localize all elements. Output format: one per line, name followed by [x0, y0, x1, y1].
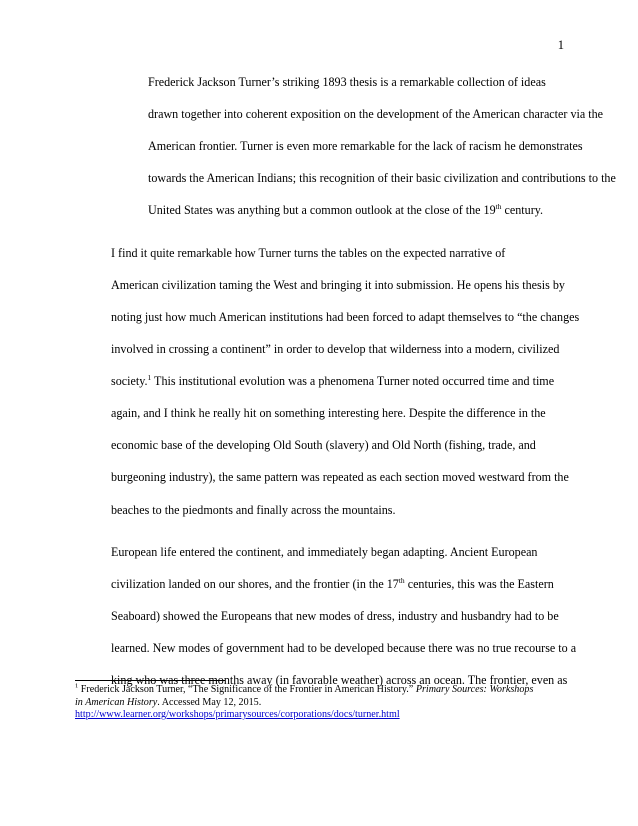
text-line: drawn together into coherent exposition on the development of the American character via the [148, 107, 604, 122]
text-line: American frontier. Turner is even more remarkable for the lack of racism he demonstrates [148, 139, 583, 154]
text-segment: civilization landed on our shores, and the frontier (in the 17 [111, 577, 399, 591]
text-line: Seaboard) showed the Europeans that new modes of dress, industry and husbandry had to be [111, 609, 559, 624]
text-line: involved in crossing a continent” in order to develop that wilderness into a modern, civilized [111, 342, 560, 357]
text-segment: century. [501, 203, 544, 218]
footnote-accessed: . Accessed May 12, 2015. [157, 696, 262, 708]
footnote-citation: Frederick Jackson Turner, “The Significance of the Frontier in American History.” [78, 684, 416, 695]
text-line: king who was three months away (in favorable weather) across an ocean. The frontier, even as [111, 673, 568, 688]
footnote-reference[interactable]: 1 [147, 373, 152, 383]
text-line [75, 568, 571, 600]
text-line: Frederick Jackson Turner’s striking 1893 thesis is a remarkable collection of ideas [148, 75, 546, 89]
footnote-line [75, 697, 571, 710]
text-line: learned. New modes of government had to be developed because there was no true recourse to a [111, 641, 577, 656]
page-number: 1 [557, 38, 564, 52]
text-line: economic base of the developing Old South (slavery) and Old North (fishing, trade, and [111, 438, 536, 453]
text-line: American civilization taming the West and bringing it into submission. He opens his thesis by [111, 277, 565, 292]
text-line: beaches to the piedmonts and finally across the mountains. [111, 502, 396, 517]
footnote-line [75, 709, 571, 722]
paragraph-3 [75, 536, 577, 696]
text-segment: centuries, this was the Eastern [404, 577, 554, 591]
text-line: I find it quite remarkable how Turner turns the tables on the expected narrative of [111, 245, 506, 260]
text-segment: United States was anything but a common outlook at the close of the 19 [148, 203, 496, 218]
text-line: towards the American Indians; this recognition of their basic civilization and contributions to the [148, 171, 616, 186]
text-line [75, 194, 571, 226]
text-line: European life entered the continent, and immediately began adapting. Ancient European [111, 544, 538, 559]
footnote-source-title: in American History [75, 696, 158, 708]
footnote-divider [75, 680, 225, 681]
footnote-source-title: Primary Sources: Workshops [415, 684, 534, 695]
text-line: noting just how much American institutions had been forced to adapt themselves to “the changes [111, 309, 580, 324]
body-text [75, 66, 616, 707]
footnote-url-link[interactable]: http://www.learner.org/workshops/primarysources/corporations/docs/turner.html [75, 709, 400, 721]
ordinal-superscript: th [398, 575, 405, 585]
ordinal-superscript: th [495, 202, 502, 212]
footnote-marker: 1 [75, 682, 79, 690]
text-line: again, and I think he really hit on something interesting here. Despite the difference in the [111, 406, 546, 421]
text-segment: society. [111, 374, 148, 389]
text-line [75, 365, 571, 397]
text-segment: This institutional evolution was a phenomena Turner noted occurred time and time [151, 374, 555, 389]
paragraph-1 [75, 66, 616, 226]
footnote-line [75, 684, 571, 697]
paragraph-2 [75, 237, 580, 526]
text-line: burgeoning industry), the same pattern was repeated as each section moved westward from the [111, 470, 569, 485]
footnote [75, 684, 571, 722]
